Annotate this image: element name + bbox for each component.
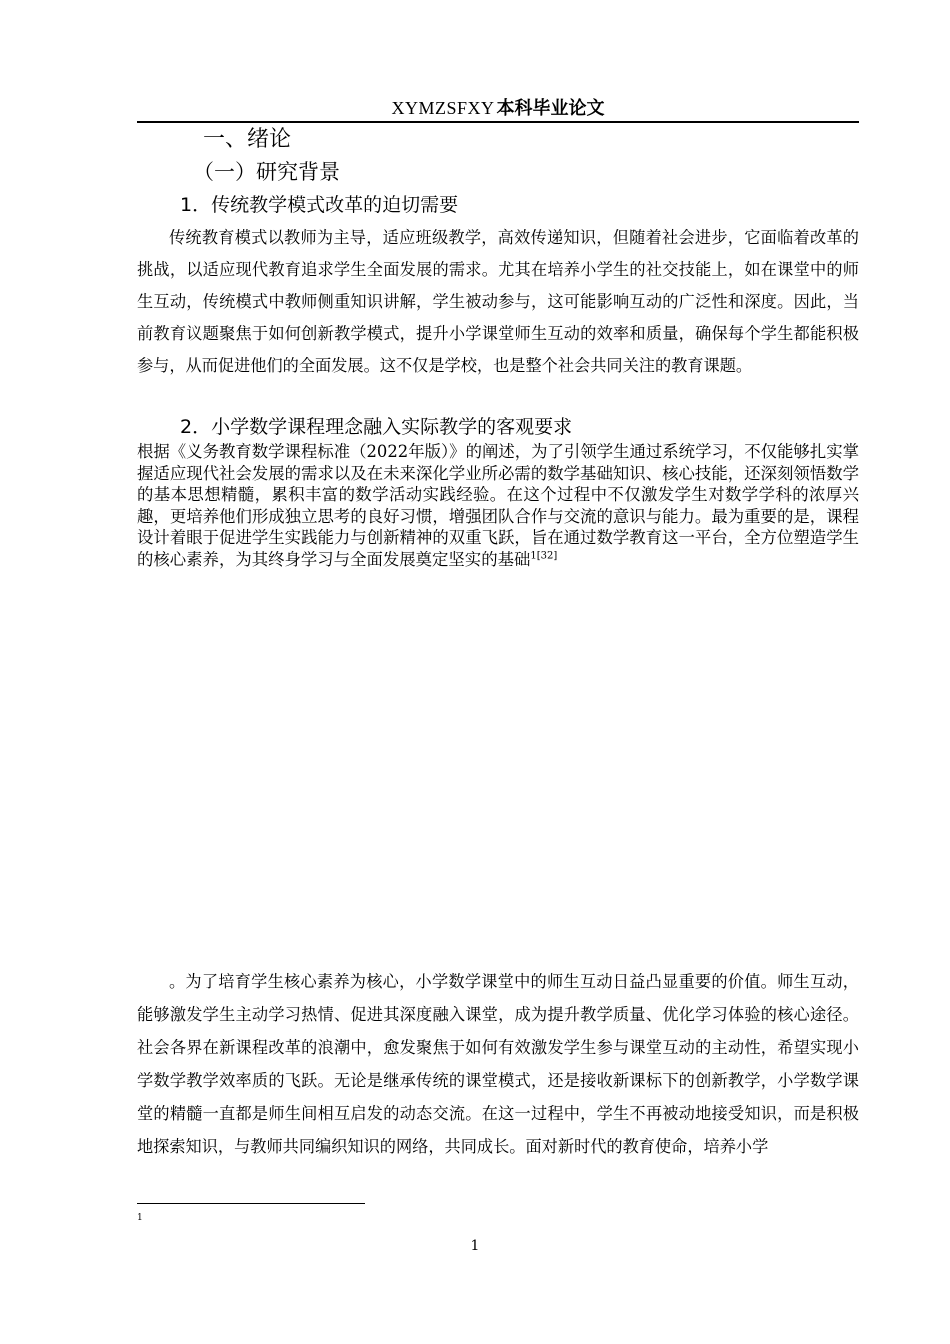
paragraph-1: 传统教育模式以教师为主导，适应班级教学，高效传递知识，但随着社会进步，它面临着改革的挑战，以适应现代教育追求学生全面发展的需求。尤其在培养小学生的社交技能上，如在课堂中的师生互动，传统模式中教师侧重知识讲解，学生被动参与，这可能影响互动的广泛性和深度。因此，当前教育议题聚焦于如何创新教学模式，提升小学课堂师生互动的效率和质量，确保每个学生都能积极参与，从而促进他们的全面发展。这不仅是学校，也是整个社会共同关注的教育课题。 [137, 228, 859, 375]
footnote-separator [137, 1203, 365, 1204]
header-title: 本科毕业论文 [496, 98, 605, 119]
subsection-heading-1: 1．传统教学模式改革的迫切需要 [180, 194, 459, 216]
continuation-paragraph: 。为了培育学生核心素养为核心，小学数学课堂中的师生互动日益凸显重要的价值。师生互动，能够激发学生主动学习热情、促进其深度融入课堂，成为提升教学质量、优化学习体验的核心途径。社会各界在新课程改革的浪潮中，愈发聚焦于如何有效激发学生参与课堂互动的主动性，希望实现小学数学教学效率质的飞跃。无论是继承传统的课堂模式，还是接收新课标下的创新教学，小学数学课堂的精髓一直都是师生间相互启发的动态交流。在这一过程中，学生不再被动地接受知识，而是积极地探索知识，与教师共同编织知识的网络，共同成长。面对新时代的教育使命，培养小学 [137, 972, 859, 1156]
paragraph-2-text: 根据《义务教育数学课程标准（2022年版）》的阐述，为了引领学生通过系统学习，不仅能够扎实掌握适应现代社会发展的需求以及在未来深化学业所必需的数学基础知识、核心技能，还深刻领悟数学的基本思想精髓，累积丰富的数学活动实践经验。在这个过程中不仅激发学生对数学学科的浓厚兴趣，更培养他们形成独立思考的良好习惯，增强团队合作与交流的意识与能力。最为重要的是，课程设计着眼于促进学生实践能力与创新精神的双重飞跃，旨在通过数学教育这一平台，全方位塑造学生的核心素养，为其终身学习与全面发展奠定坚实的基础 [137, 442, 859, 569]
section-heading: （一）研究背景 [193, 160, 340, 184]
footnote-reference[interactable]: 1[32] [530, 550, 558, 562]
header-school-code: XYMZSFXY [391, 98, 495, 118]
footnote-number: 1 [137, 1213, 143, 1223]
paragraph-2 [137, 441, 859, 570]
chapter-heading: 一、绪论 [203, 127, 292, 152]
page-number: 1 [470, 1238, 480, 1254]
page-header [137, 96, 859, 123]
subsection-heading-2: 2．小学数学课程理念融入实际教学的客观要求 [180, 416, 573, 438]
